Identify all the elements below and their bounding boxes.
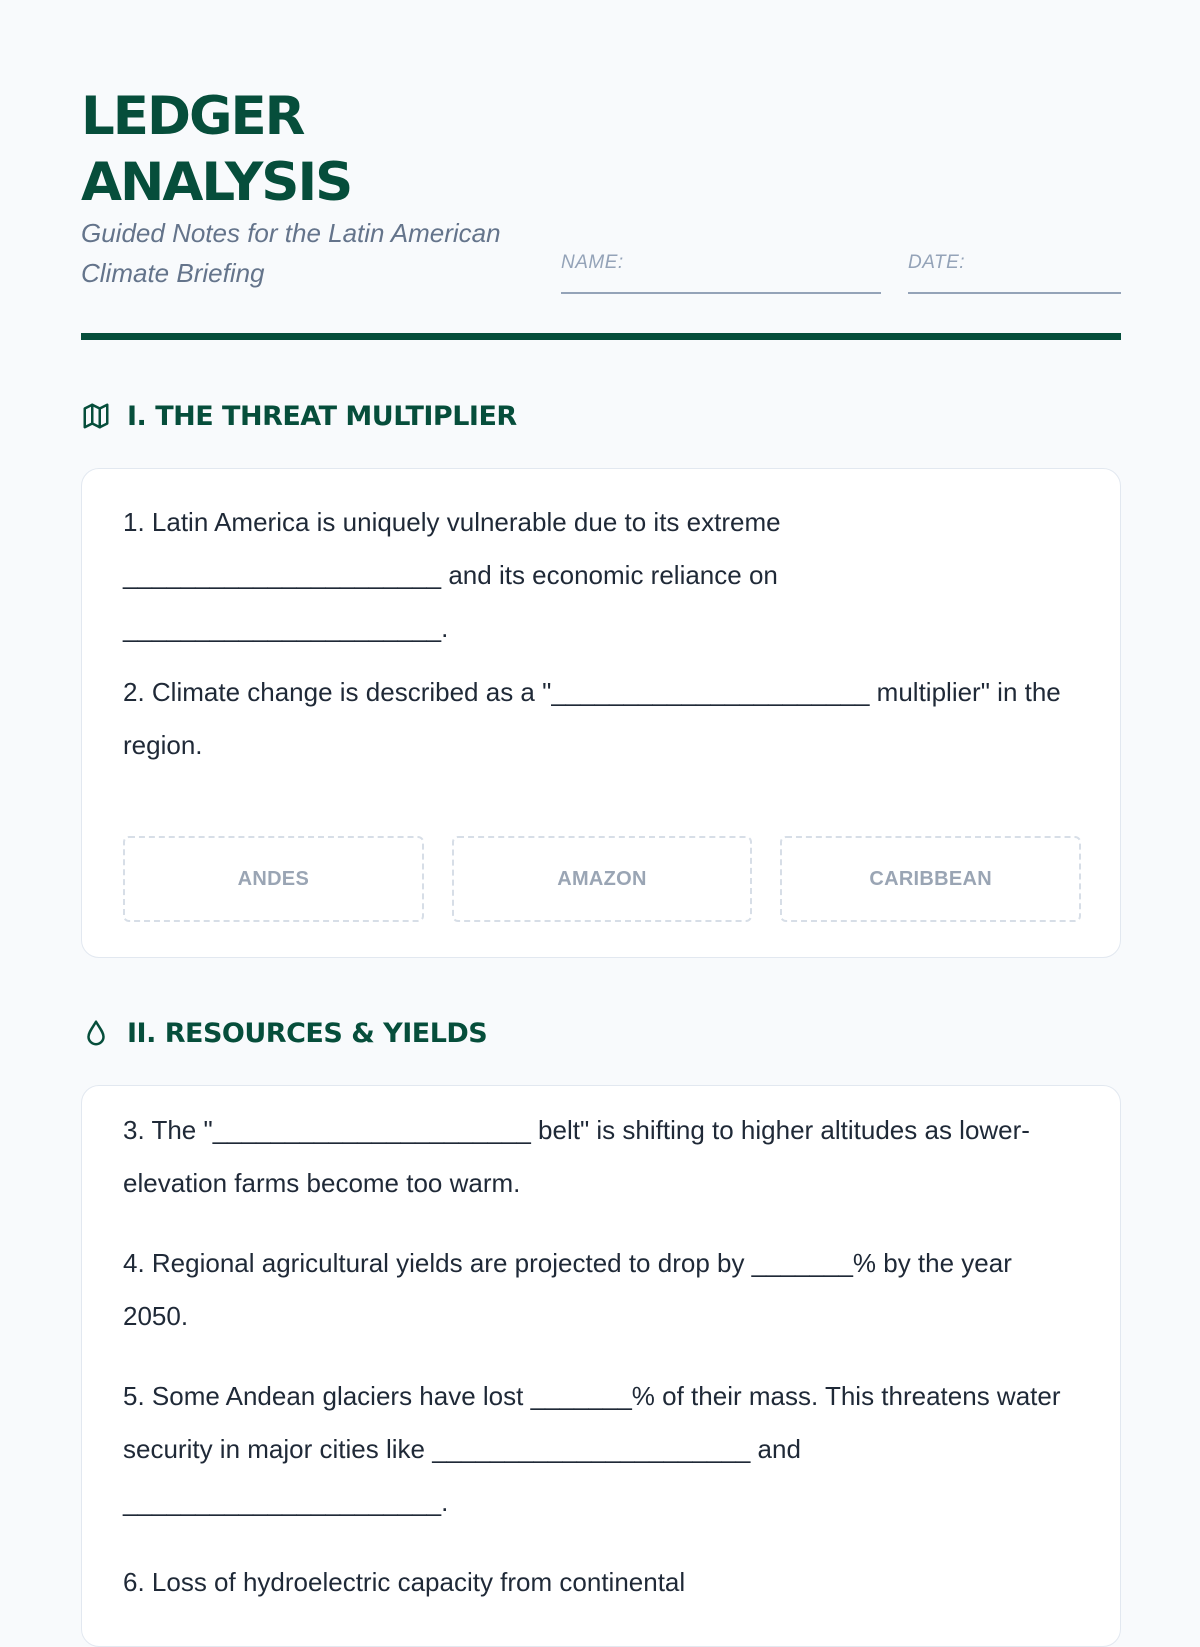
chip-amazon[interactable]: AMAZON bbox=[452, 836, 753, 922]
chip-andes[interactable]: ANDES bbox=[123, 836, 424, 922]
name-field[interactable] bbox=[561, 252, 881, 294]
subtitle-line-1: Guided Notes for the Latin American bbox=[81, 218, 501, 248]
header-divider bbox=[81, 333, 1121, 340]
title-line-1: LEDGER bbox=[81, 86, 304, 147]
section-card-resources-yields bbox=[81, 1085, 1121, 1647]
section-title: I. THE THREAT MULTIPLIER bbox=[127, 400, 517, 432]
section-card-threat-multiplier bbox=[81, 468, 1121, 958]
question-1: 1. Latin America is uniquely vulnerable due to its extreme ______________________ and its economic reliance on ______________________. bbox=[123, 507, 781, 643]
page-subtitle bbox=[81, 213, 561, 293]
name-label: NAME: bbox=[561, 252, 624, 273]
date-field[interactable] bbox=[908, 252, 1121, 294]
date-label: DATE: bbox=[908, 252, 966, 273]
subtitle-line-2: Climate Briefing bbox=[81, 258, 265, 288]
question-6: 6. Loss of hydroelectric capacity from continental bbox=[123, 1567, 686, 1597]
section-header-threat-multiplier bbox=[81, 396, 517, 436]
chip-caribbean[interactable]: CARIBBEAN bbox=[780, 836, 1081, 922]
question-5: 5. Some Andean glaciers have lost _______% of their mass. This threatens water security in major cities like ______________________ and ______________________. bbox=[123, 1381, 1061, 1517]
region-chips bbox=[123, 836, 1081, 922]
droplet-icon bbox=[81, 1018, 111, 1048]
page-title bbox=[81, 84, 681, 216]
section-title: II. RESOURCES & YIELDS bbox=[127, 1017, 488, 1049]
question-2: 2. Climate change is described as a "______________________ multiplier" in the region. bbox=[123, 677, 1061, 760]
title-line-2: ANALYSIS bbox=[81, 152, 352, 213]
question-4: 4. Regional agricultural yields are projected to drop by _______% by the year 2050. bbox=[123, 1248, 1012, 1331]
question-3: 3. The "______________________ belt" is shifting to higher altitudes as lower-elevation farms become too warm. bbox=[123, 1115, 1030, 1198]
map-icon bbox=[81, 401, 111, 431]
section-header-resources-yields bbox=[81, 1013, 487, 1053]
